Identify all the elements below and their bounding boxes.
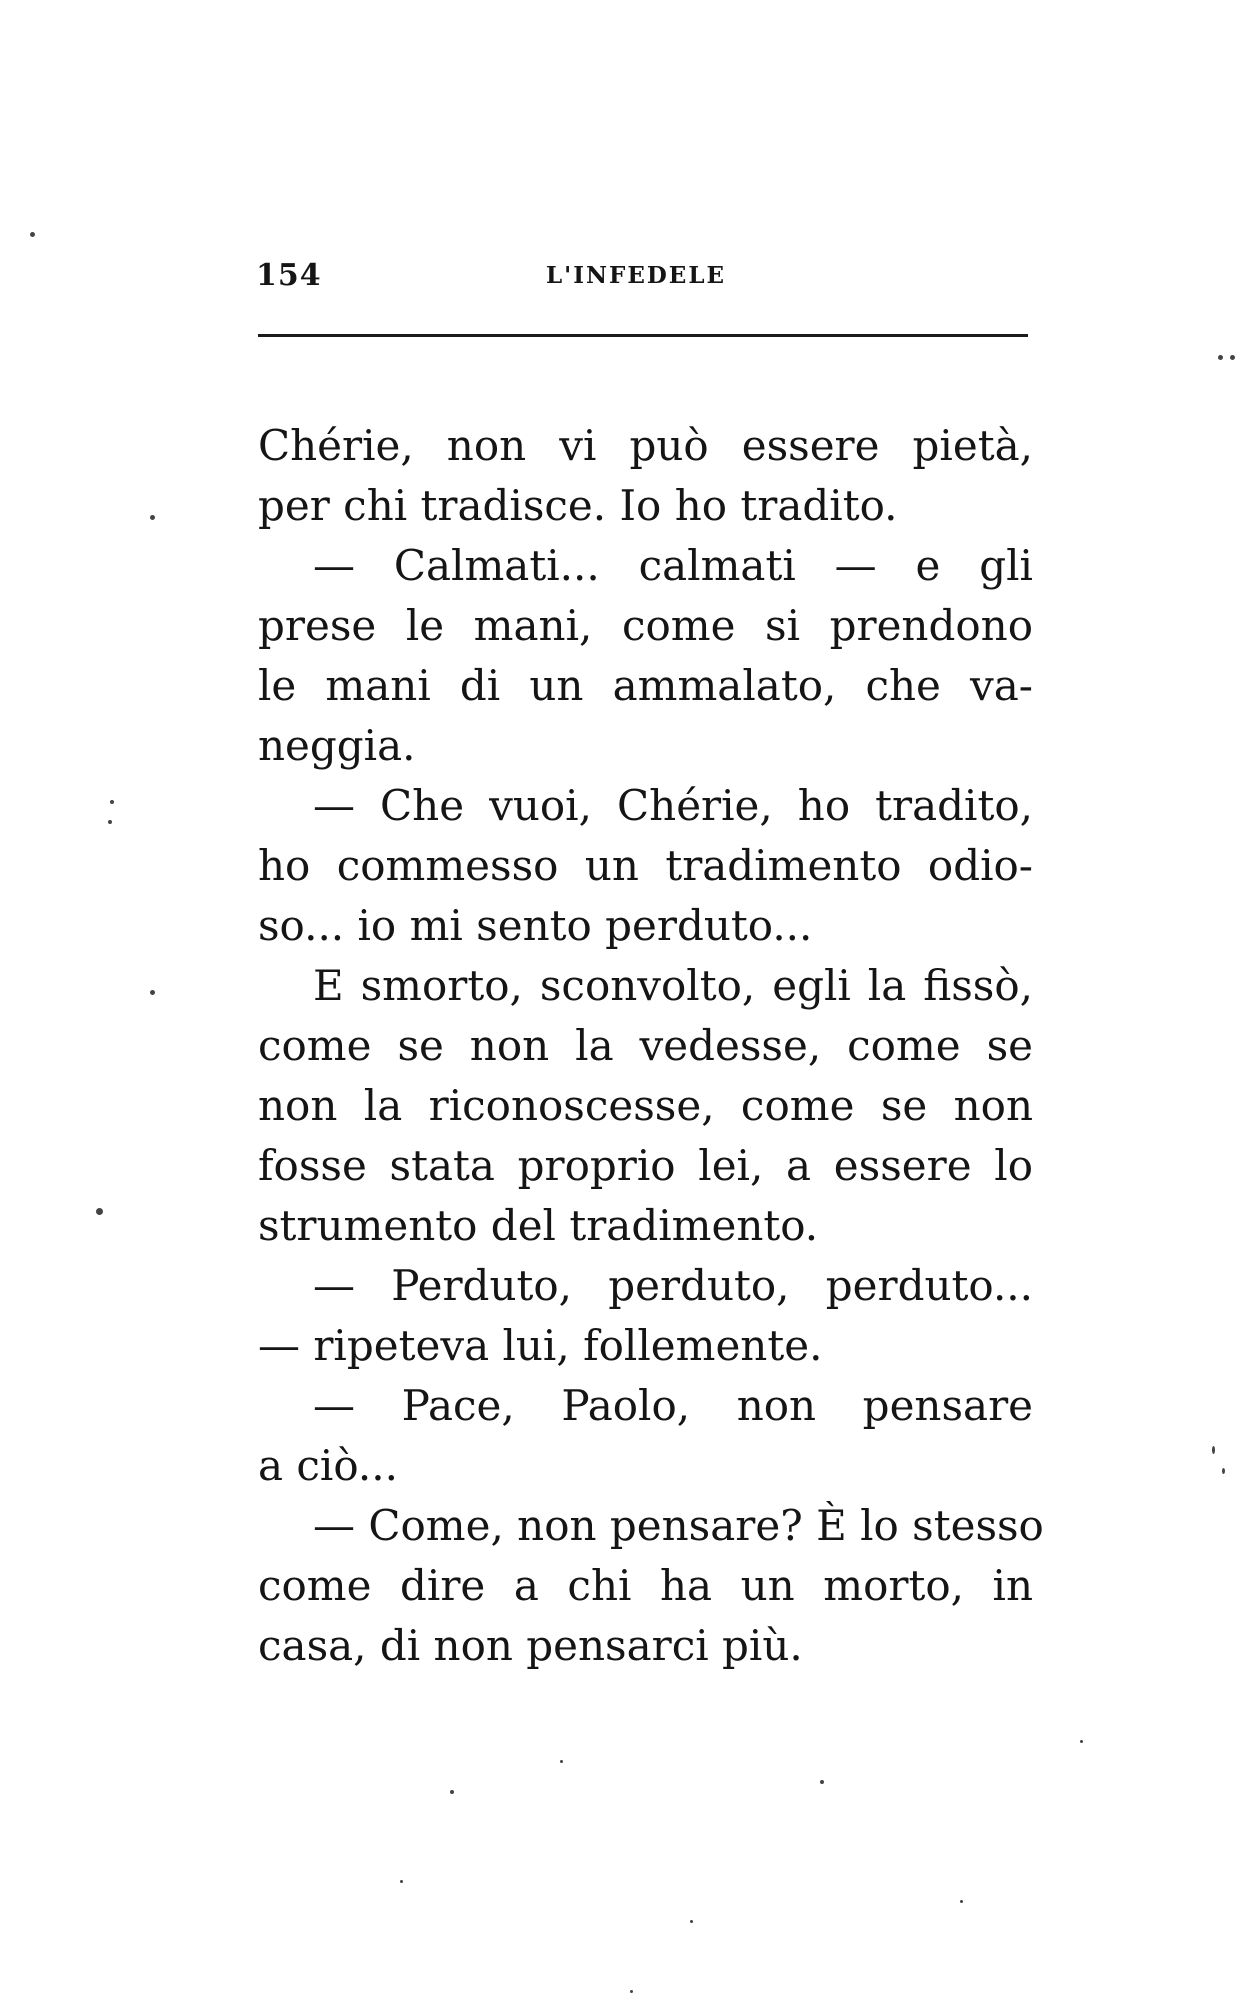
text-line: strumento del tradimento. [258,1201,819,1250]
text-line: — Che vuoi, Chérie, ho tradito, [313,781,1033,830]
scan-speck [820,1780,824,1784]
scan-speck [960,1900,963,1903]
text-line: fosse stata proprio lei, a essere lo [258,1141,1033,1190]
body-text [258,416,1044,1676]
scan-speck [1212,1446,1215,1454]
scan-speck [630,1990,633,1993]
text-line: casa, di non pensarci più. [258,1621,803,1670]
text-line: — Pace, Paolo, non pensare [313,1381,1033,1430]
text-line: Chérie, non vi può essere pietà, [258,421,1033,470]
text-line: so... io mi sento perduto... [258,901,813,950]
running-title: L'INFEDELE [546,262,727,289]
text-line: — Perduto, perduto, perduto... [313,1261,1033,1310]
text-line: come se non la vedesse, come se [258,1021,1033,1070]
text-line: ho commesso un tradimento odio- [258,841,1033,890]
scan-speck [150,515,155,520]
text-line: — ripeteva lui, follemente. [258,1321,823,1370]
scan-speck [400,1880,403,1883]
text-line: prese le mani, come si prendono [258,601,1033,650]
scan-speck [1080,1740,1083,1743]
text-line: le mani di un ammalato, che va- [258,661,1033,710]
scan-speck [110,800,114,804]
scan-speck [150,990,155,995]
text-line: E smorto, sconvolto, egli la fissò, [313,961,1033,1010]
text-line: — Come, non pensare? È lo stesso [313,1501,1044,1550]
scan-speck [30,232,35,237]
text-line: non la riconoscesse, come se non [258,1081,1033,1130]
scan-speck [1218,355,1223,360]
scan-speck [108,820,112,824]
scan-speck [450,1790,454,1794]
running-head [256,258,1026,298]
scan-speck [1222,1468,1225,1474]
page-number: 154 [256,258,322,293]
text-line: a ciò... [258,1441,398,1490]
scan-speck [690,1920,693,1923]
scan-speck [560,1760,563,1763]
text-line: come dire a chi ha un morto, in [258,1561,1033,1610]
text-line: — Calmati... calmati — e gli [313,541,1033,590]
text-line: neggia. [258,721,416,770]
text-line: per chi tradisce. Io ho tradito. [258,481,898,530]
scan-speck [1230,355,1235,360]
header-rule [258,334,1028,337]
scan-speck [96,1208,103,1215]
